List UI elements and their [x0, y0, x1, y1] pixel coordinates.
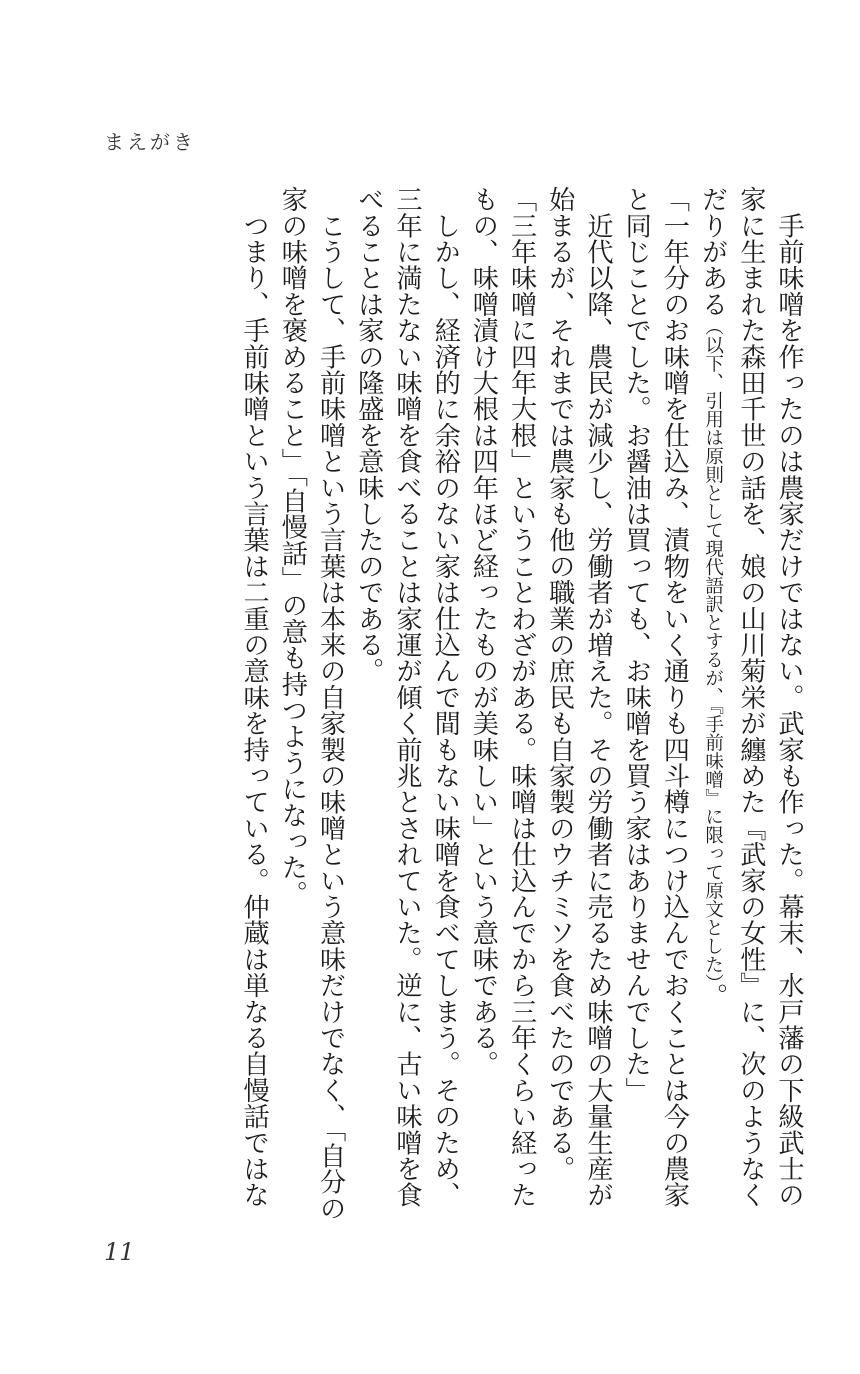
paragraph-1	[693, 186, 808, 1226]
paragraph-5: こうして、手前味噌という言葉は本来の自家製の味噌という意味だけでなく、「自分の家の味噌を褒めること」「自慢話」の意も持つようになった。	[277, 186, 346, 1221]
running-head: まえがき	[104, 130, 196, 154]
paragraph-4: しかし、経済的に余裕のない家は仕込んで間もない味噌を食べてしまう。そのため、三年に満たない味噌を食べることは家運が傾く前兆とされていた。逆に、古い味噌を食べることは家の隆盛を意味したのである。	[353, 186, 461, 1208]
paragraph-2: 近代以降、農民が減少し、労働者が増えた。その労働者に売るため味噌の大量生産が始まるが、それまでは農家も他の職業の庶民も自家製のウチミソを食べたのである。	[544, 186, 613, 1208]
paragraph-1-text: 手前味噌を作ったのは農家だけではない。武家も作った。幕末、水戸藩の下級武士の家に生まれた森田千世の話を、娘の山川菊栄が纏めた『武家の女性』に、次のようなくだりがある	[697, 186, 804, 1208]
quote-1: 「一年分のお味噌を仕込み、漬物をいく通りも四斗樽につけ込んでおくことは今の農家と同じことでした。お醤油は買っても、お味噌を買う家はありませんでした」	[621, 186, 690, 1208]
page-number: 11	[104, 1238, 135, 1266]
paragraph-1-end: 。	[697, 983, 728, 1010]
body-text	[235, 186, 808, 1226]
paragraph-6: つまり、手前味噌という言葉は二重の意味を持っている。仲蔵は単なる自慢話ではな	[239, 186, 270, 1208]
translation-note: （以下、引用は原則として現代語訳とするが、『手前味噌』に限って原文とした）	[702, 317, 724, 983]
paragraph-3: 「三年味噌に四年大根」ということわざがある。味噌は仕込んでから三年くらい経ったもの、味噌漬け大根は四年ほど経ったものが美味しい」という意味である。	[468, 186, 537, 1208]
